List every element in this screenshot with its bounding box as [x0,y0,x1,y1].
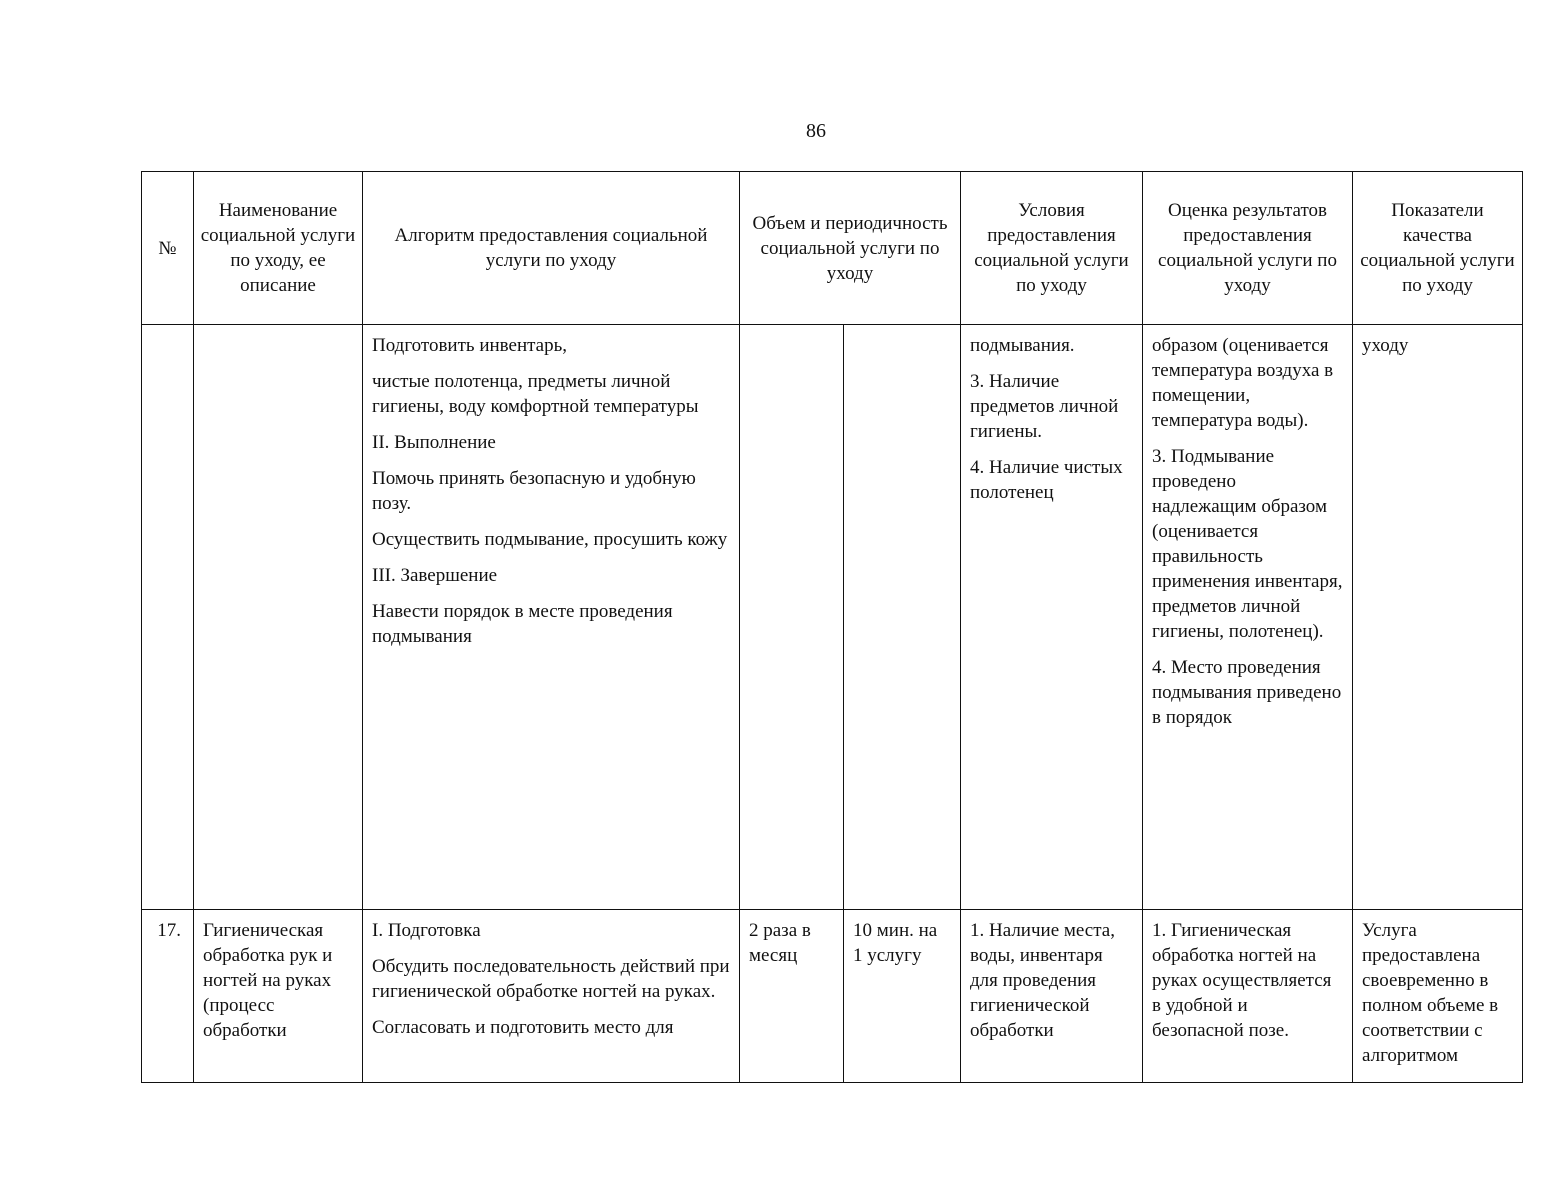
services-table [141,171,1523,1083]
row-num: 17. [142,910,194,1083]
header-num: № [142,172,194,325]
header-volume: Объем и периодичность социальной услуги по уходу [740,172,961,325]
row-quality [1353,325,1523,910]
table-row [142,910,1523,1083]
conditions-item: 3. Наличие предметов личной гигиены. [970,371,1119,442]
algorithm-step: Обсудить последовательность действий при гигиенической обработке ногтей на руках. [372,956,730,1002]
algorithm-step: I. Подготовка [372,920,481,941]
row-frequency: 2 раза в месяц [740,910,844,1083]
algorithm-step: чистые полотенца, предметы личной гигиены, воду комфортной температуры [372,371,699,417]
row-service-name: Гигиеническая обработка рук и ногтей на руках (процесс обработки [194,910,363,1083]
conditions-item: 4. Наличие чистых полотенец [970,457,1123,503]
evaluation-item: 3. Подмывание проведено надлежащим образом (оценивается правильность применения инвентаря, предметов личной гигиены, полотенец). [1152,446,1343,642]
row-algorithm [363,910,740,1083]
quality-item: Услуга предоставлена своевременно в полном объеме в соответствии с алгоритмом [1362,920,1499,1066]
header-algorithm: Алгоритм предоставления социальной услуги по уходу [363,172,740,325]
page-number: 86 [806,120,826,142]
conditions-item: подмывания. [970,335,1075,356]
row-conditions [961,910,1143,1083]
quality-item: уходу [1362,335,1409,356]
table-header-row [142,172,1523,325]
row-duration [844,325,961,910]
algorithm-step: Навести порядок в месте проведения подмывания [372,601,673,647]
algorithm-step: Помочь принять безопасную и удобную позу. [372,468,696,514]
header-quality: Показатели качества социальной услуги по уходу [1353,172,1523,325]
row-evaluation [1143,910,1353,1083]
row-frequency [740,325,844,910]
table-row [142,325,1523,910]
row-service-name [194,325,363,910]
evaluation-item: образом (оценивается температура воздуха в помещении, температура воды). [1152,335,1334,431]
row-quality [1353,910,1523,1083]
row-evaluation [1143,325,1353,910]
row-algorithm [363,325,740,910]
conditions-item: 1. Наличие места, воды, инвентаря для проведения гигиенической обработки [970,920,1115,1041]
row-duration: 10 мин. на 1 услугу [844,910,961,1083]
header-evaluation: Оценка результатов предоставления социальной услуги по уходу [1143,172,1353,325]
row-conditions [961,325,1143,910]
header-name: Наименование социальной услуги по уходу, ее описание [194,172,363,325]
algorithm-step: Подготовить инвентарь, [372,335,568,356]
algorithm-step: Согласовать и подготовить место для [372,1017,674,1038]
evaluation-item: 1. Гигиеническая обработка ногтей на руках осуществляется в удобной и безопасной позе. [1152,920,1332,1041]
header-conditions: Условия предоставления социальной услуги по уходу [961,172,1143,325]
algorithm-step: Осуществить подмывание, просушить кожу [372,529,728,550]
row-num [142,325,194,910]
algorithm-step: II. Выполнение [372,432,496,453]
algorithm-step: III. Завершение [372,565,498,586]
evaluation-item: 4. Место проведения подмывания приведено в порядок [1152,657,1342,728]
